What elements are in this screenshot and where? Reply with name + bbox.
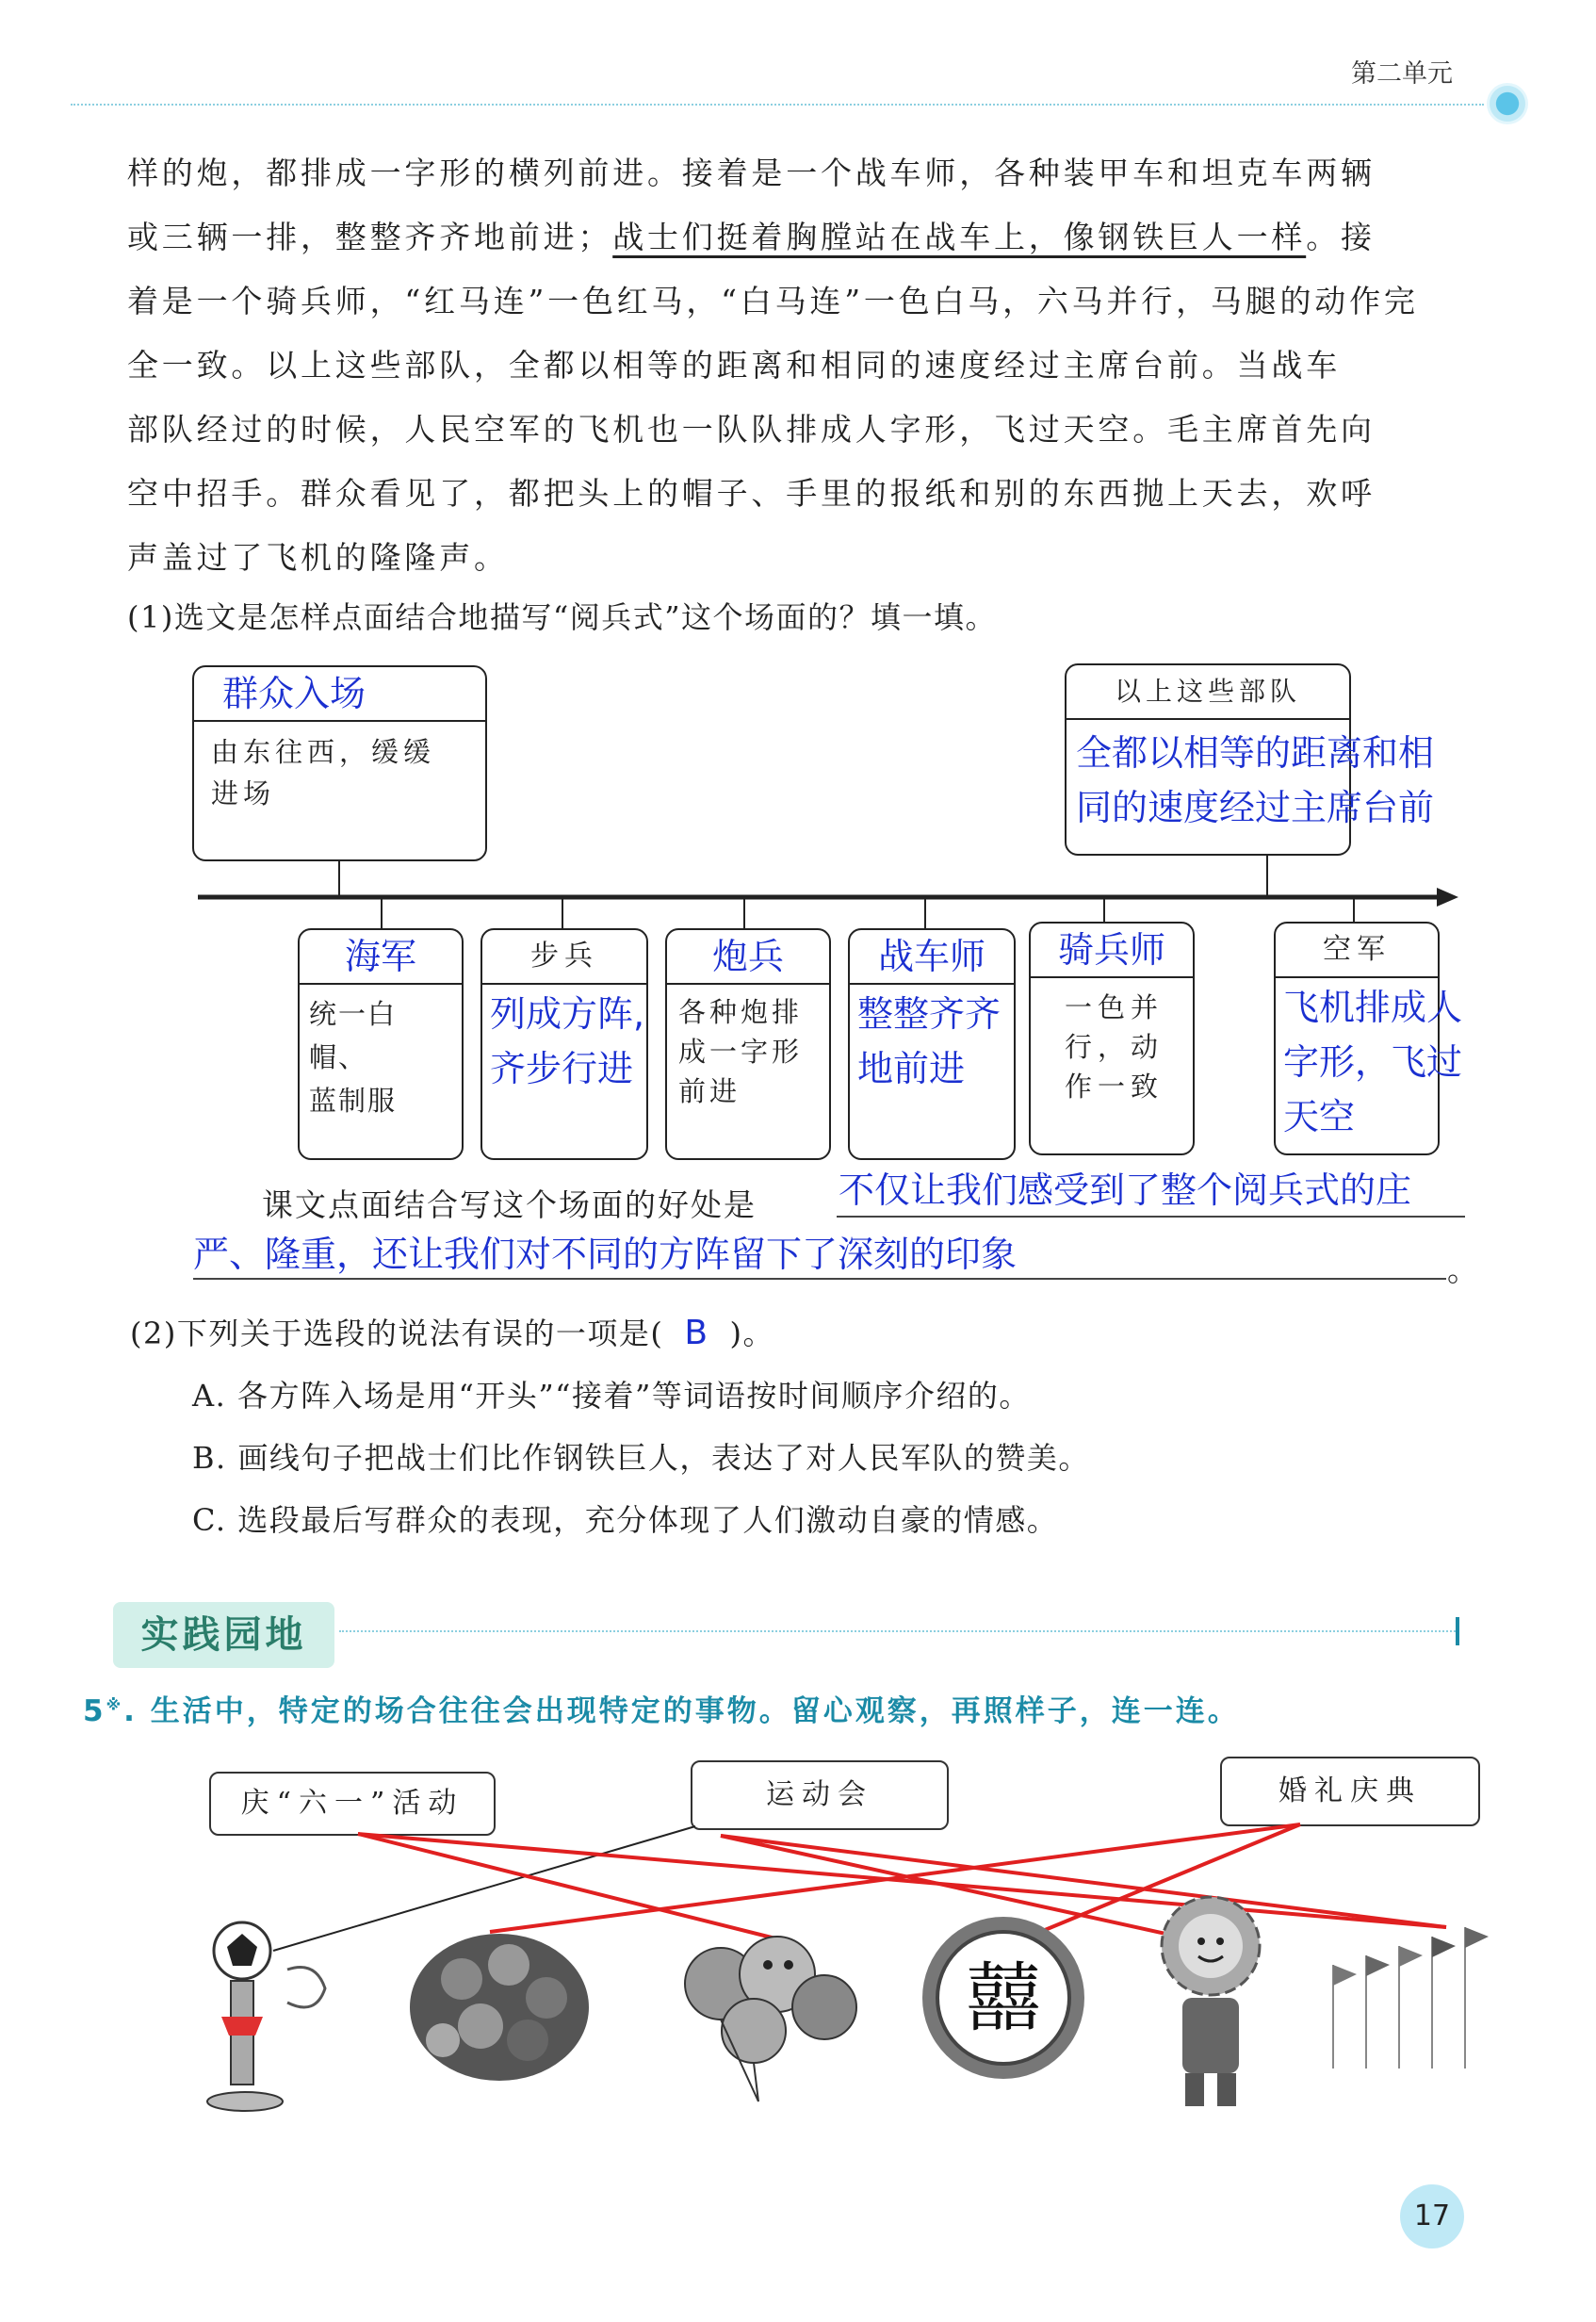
passage-line: 或三辆一排，整整齐齐地前进；战士们挺着胸膛站在战车上，像钢铁巨人一样。接 — [127, 219, 1376, 255]
benefit-prompt: 课文点面结合写这个场面的好处是 — [262, 1186, 757, 1223]
benefit-answer-line1: 不仅让我们感受到了整个阅兵式的庄 — [839, 1169, 1412, 1211]
box-answer: 整整齐齐 地前进 — [857, 993, 1002, 1089]
passage-line: 空中招手。群众看见了，都把头上的帽子、手里的报纸和别的东西抛上天去，欢呼 — [127, 475, 1376, 512]
benefit-answer-line2: 严、隆重，还让我们对不同的方阵留下了深刻的印象 — [193, 1234, 1018, 1275]
match-line — [358, 1834, 1446, 1927]
occasion-childrens-day[interactable]: 庆“六一”活动 — [209, 1772, 496, 1836]
box-text: 一色并 行，动 作一致 — [1065, 991, 1164, 1103]
box-label: 以上这些部队 — [1067, 665, 1349, 720]
sun-mascot-costume-icon[interactable] — [1149, 1894, 1272, 2111]
box-label: 炮兵 — [667, 930, 829, 985]
period: 。 — [1447, 1251, 1478, 1288]
box-answer: 飞机排成人 字形，飞过 天空 — [1283, 987, 1463, 1137]
passage-line: 部队经过的时候，人民空军的飞机也一队队排成人字形，飞过天空。毛主席首先向 — [127, 411, 1376, 448]
flags-icon[interactable] — [1314, 1908, 1493, 2078]
box-answer: 全都以相等的距离和相 同的速度经过主席台前 — [1076, 732, 1435, 828]
option-a: A. 各方阵入场是用“开头”“接着”等词语按时间顺序介绍的。 — [192, 1378, 1031, 1414]
unit-title: 第二单元 — [1351, 59, 1453, 89]
passage-line: 样的炮，都排成一字形的横列前进。接着是一个战车师，各种装甲车和坦克车两辆 — [127, 155, 1376, 191]
question-2-prompt: (2)下列关于选段的说法有误的一项是( B )。 — [130, 1314, 775, 1352]
occasion-wedding[interactable]: 婚礼庆典 — [1220, 1757, 1480, 1826]
torch-statue-icon[interactable] — [203, 1913, 344, 2130]
cartoon-balloons-icon[interactable] — [664, 1918, 867, 2106]
box-answer: 列成方阵, 齐步行进 — [490, 993, 645, 1089]
box-label: 空军 — [1276, 924, 1438, 978]
page-number: 17 — [1400, 2184, 1464, 2248]
passage-line: 着是一个骑兵师，“红马连”一色红马，“白马连”一色白马，六马并行，马腿的动作完 — [127, 283, 1419, 319]
occasion-sports-meet[interactable]: 运动会 — [691, 1760, 949, 1830]
box-label: 战车师 — [850, 930, 1014, 985]
question-5-prompt: 5※. 生活中，特定的场合往往会出现特定的事物。留心观察，再照样子，连一连。 — [83, 1694, 1240, 1728]
box-label: 骑兵师 — [1031, 924, 1193, 978]
box-label: 群众入场 — [194, 667, 485, 722]
passage-line: 全一致。以上这些部队，全都以相等的距离和相同的速度经过主席台前。当战车 — [127, 347, 1341, 384]
option-b: B. 画线句子把战士们比作钢铁巨人，表达了对人民军队的赞美。 — [192, 1440, 1090, 1476]
box-text: 由东往西，缓缓 进场 — [211, 736, 436, 809]
box-label: 步兵 — [482, 930, 646, 985]
box-text: 统一白帽、 蓝制服 — [309, 998, 398, 1117]
option-c: C. 选段最后写群众的表现，充分体现了人们激动自豪的情感。 — [192, 1502, 1059, 1538]
question-2-answer: B — [684, 1314, 709, 1352]
box-label: 海军 — [300, 930, 462, 985]
section-title: 实践园地 — [113, 1602, 334, 1668]
question-1-prompt: (1)选文是怎样点面结合地描写“阅兵式”这个场面的？填一填。 — [127, 599, 998, 635]
passage-line: 声盖过了飞机的隆隆声。 — [127, 539, 509, 576]
double-happiness-papercut-icon[interactable] — [919, 1913, 1088, 2083]
flower-bouquet-icon[interactable] — [405, 1927, 594, 2097]
underlined-sentence: 战士们挺着胸膛站在战车上，像钢铁巨人一样 — [612, 219, 1307, 255]
box-text: 各种炮排 成一字形 前进 — [678, 996, 804, 1107]
svg-text:囍: 囍 — [966, 1954, 1041, 2042]
